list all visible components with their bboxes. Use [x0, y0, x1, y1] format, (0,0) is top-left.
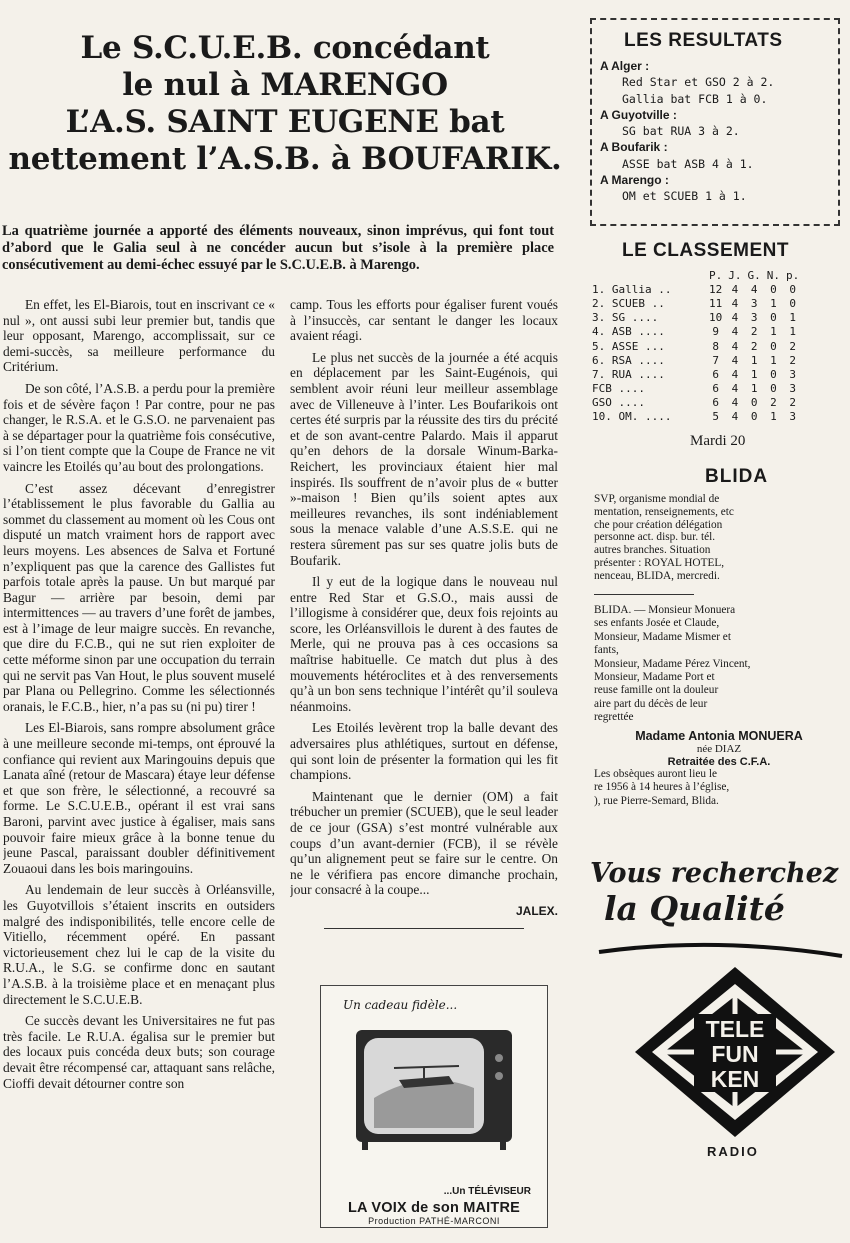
standings-cell: 2: [789, 396, 796, 410]
standings-cell: 5: [712, 410, 719, 424]
article-column-2: [290, 297, 558, 972]
standings-header: p.: [786, 268, 800, 282]
slogan-line-1: Vous recherchez: [590, 858, 839, 889]
standings-team: 7. RUA ....: [592, 367, 665, 381]
standings-cell: 3: [789, 367, 796, 381]
deceased-maiden-name: née DIAZ: [696, 743, 742, 756]
standings-team: 5. ASSE ...: [592, 339, 665, 353]
standings-cell: 1: [750, 353, 758, 367]
standings-cell: 6: [712, 396, 719, 410]
headline-line-1: Le S.C.U.E.B. concédant: [80, 30, 490, 66]
standings-cell: 3: [750, 311, 758, 325]
standings: [592, 240, 842, 424]
ad-line: présenter : ROYAL HOTEL,: [594, 556, 725, 569]
col1-paragraph-1: En effet, les El-Biarois, tout en inscrivant ce « nul », ont aussi subi leur premier but, tandis que leur opposant, Marengo, accomplissait, sur ce demi-succès, sa meilleure performance du Critérium.: [3, 297, 275, 375]
standings-cell: 0: [750, 396, 758, 410]
notice-line: ses enfants Josée et Claude,: [594, 617, 720, 630]
telefunken-logo: [630, 962, 840, 1142]
logo-text-tele: TELE: [705, 1016, 765, 1042]
ad-line: nenceau, BLIDA, mercredi.: [594, 569, 720, 582]
standings-cell: 4: [731, 367, 739, 381]
notice-line: Monsieur, Madame Pérez Vincent,: [594, 657, 751, 670]
standings-row: [592, 367, 802, 381]
standings-cell: 0: [770, 339, 777, 353]
standings-team: FCB ....: [592, 382, 645, 396]
notice-line: regrettée: [594, 711, 634, 724]
standings-cell: 1: [750, 367, 758, 381]
standings-cell: 2: [789, 339, 796, 353]
notice-line: re 1956 à 14 heures à l’église,: [594, 781, 730, 794]
standings-row: [592, 311, 802, 325]
television-illustration: [354, 1028, 514, 1150]
headline-line-2: le nul à MARENGO: [122, 67, 448, 103]
standings-cell: 3: [789, 382, 796, 396]
results-score: Gallia bat FCB 1 à 0.: [622, 91, 768, 106]
standings-cell: 6: [712, 382, 719, 396]
deceased-occupation: Retraitée des C.F.A.: [667, 755, 771, 768]
tv-ad-line-1: ...Un TÉLÉVISEUR: [443, 1186, 531, 1197]
col1-paragraph-4: Les El-Biarois, sans rompre absolument grâce à une meilleure seconde mi-temps, ont éprouvé la confiance qui revient aux Maringouins depuis que Lanata aîné (retour de Mascara) étaye leur défense et que son frère, le sélectionné, a recouvré sa forme. Le S.C.U.E.B., opérant il est vrai sans Baroni, parvint avec justice à égaliser, mais sans pouvoir faire mieux grâce à la bonne tenue du jeune Pascal, paraissant doubler définitivement Zouaoui dans les bois maringouins.: [3, 720, 275, 876]
notice-line: ), rue Pierre-Semard, Blida.: [594, 794, 719, 807]
standings-row: [592, 339, 802, 353]
headline-line-3: L’A.S. SAINT EUGENE bat: [65, 104, 505, 140]
standings-header: J.: [728, 268, 742, 282]
standings-cell: 0: [770, 382, 777, 396]
standings-cell: 1: [789, 311, 796, 325]
results-title: LES RESULTATS: [624, 30, 783, 51]
standings-row: [592, 382, 802, 396]
logo-text-ken: KEN: [710, 1066, 760, 1092]
standings-cell: 1: [789, 325, 796, 339]
standings-cell: 0: [750, 410, 758, 424]
deceased-name: Madame Antonia MONUERA: [635, 728, 803, 743]
standings-cell: 4: [731, 282, 739, 296]
standings-header: G.: [747, 268, 761, 282]
standings-cell: 8: [712, 339, 719, 353]
standings-header: P.: [709, 268, 723, 282]
standings-cell: 4: [731, 339, 739, 353]
standings-cell: 2: [750, 325, 758, 339]
col2-paragraph-2: Le plus net succès de la journée a été acquis en déplacement par les Saint-Eugénois, qui semblent avoir réuni leur meilleur assemblage avec de Villeneuve à l’inter. Les Boufarikois ont certes été surpris par la réussite des tirs du précité et de son avant-centre Palardo. Mais il apparut qu’en dehors de la dorsale Winum-Barka-Reichert, les provinciaux étaient hier mal inspirés. Ils souffrent de n’avoir plus de « butter »-maison ! Bien qu’ils soient aptes aux meilleures revanches, ils sont indéniablement sous la menace valable d’une A.S.S.E. qui ne restera sûrement pas sur ses quatre jolis buts de Boufarik.: [290, 349, 558, 568]
article-lead: La quatrième journée a apporté des éléments nouveaux, sinon imprévus, qui font tout d’abord que le Galia seul à ne concéder aucun but s’isole à la première place consécutivement au demi-échec essuyé par le S.C.U.E.B. à Marengo.: [2, 223, 554, 273]
slogan-line-2: la Qualité: [604, 889, 785, 928]
notice-line: fants,: [594, 644, 619, 657]
standings-cell: 4: [731, 325, 739, 339]
standings-cell: 9: [712, 325, 719, 339]
blida-section-title: BLIDA: [705, 466, 769, 487]
results-list: [600, 58, 838, 205]
radio-label: RADIO: [707, 1144, 759, 1159]
results-score: ASSE bat ASB 4 à 1.: [622, 156, 754, 171]
standings-row: [592, 353, 802, 367]
standings-team: 2. SCUEB ..: [592, 296, 665, 310]
tv-ad-production: Production PATHÉ-MARCONI: [368, 1216, 500, 1226]
standings-cell: 0: [770, 282, 777, 296]
standings-cell: 1: [770, 410, 777, 424]
notice-line: Les obsèques auront lieu le: [594, 768, 717, 781]
standings-cell: 2: [789, 353, 796, 367]
standings-cell: 0: [770, 367, 777, 381]
edition-date: Mardi 20: [690, 433, 746, 449]
logo-text-fun: FUN: [711, 1041, 759, 1067]
results-score: Red Star et GSO 2 à 2.: [622, 75, 775, 90]
standings-cell: 0: [789, 296, 796, 310]
col1-paragraph-5: Au lendemain de leur succès à Orléansville, les Guyotvillois s’étaient inscrits en outsiders malgré des indisponibilités, telle encore celle de Vitiello, récemment opéré. En passant victorieusement chez lui le cap de la visite du R.U.A., le S.G. se confirme donc en sautant l’A.S.B. à la troisième place et en menaçant plus directement le S.C.U.E.B.: [3, 882, 275, 1007]
standings-cell: 1: [770, 353, 777, 367]
results-box: [590, 18, 840, 226]
article-headline: [0, 30, 570, 178]
standings-table: [592, 268, 802, 424]
results-score: OM et SCUEB 1 à 1.: [622, 189, 747, 204]
standings-row: [592, 396, 802, 410]
notice-line: reuse famille ont la douleur: [594, 684, 719, 697]
standings-cell: 1: [770, 325, 777, 339]
standings-team: GSO ....: [592, 396, 645, 410]
ad-line: mentation, renseignements, etc: [594, 505, 734, 518]
standings-header: N.: [766, 268, 780, 282]
ad-line: SVP, organisme mondial de: [594, 493, 720, 505]
tv-ad-tagline: Un cadeau fidèle...: [343, 998, 458, 1012]
standings-row: [592, 325, 802, 339]
standings-team: 1. Gallia ..: [592, 282, 672, 296]
death-notice: [594, 604, 844, 808]
standings-title: LE CLASSEMENT: [622, 240, 789, 261]
tv-ad-brand: LA VOIX de son MAITRE: [347, 1200, 521, 1216]
standings-cell: 2: [750, 339, 758, 353]
headline-line-4: nettement l’A.S.B. à BOUFARIK.: [8, 141, 562, 177]
col1-paragraph-6: Ce succès devant les Universitaires ne fut pas très facile. Le R.U.A. égalisa sur le premier but des locaux puis concéda deux buts; son courage devait être récompensé car, attaquant sans relâche, Cioffi devait détourner contre son: [3, 1013, 275, 1091]
notice-line: Monsieur, Madame Port et: [594, 671, 715, 684]
ad-line: personne act. disp. bur. tél.: [594, 531, 716, 544]
results-city: A Alger :: [600, 59, 650, 73]
standings-team: 6. RSA ....: [592, 353, 665, 367]
standings-cell: 7: [712, 353, 719, 367]
standings-cell: 1: [750, 382, 758, 396]
swoosh-underline: [594, 934, 844, 964]
standings-cell: 4: [731, 382, 739, 396]
standings-header-row: [592, 268, 802, 282]
television-ad: [320, 985, 548, 1228]
standings-header-team: [592, 268, 706, 282]
standings-row: [592, 410, 802, 424]
standings-team: 4. ASB ....: [592, 325, 665, 339]
telefunken-slogan: [590, 858, 840, 928]
standings-cell: 3: [789, 410, 796, 424]
standings-cell: 4: [731, 296, 739, 310]
standings-cell: 3: [750, 296, 758, 310]
signature-rule: [324, 928, 524, 929]
standings-row: [592, 282, 802, 296]
standings-cell: 2: [770, 396, 777, 410]
results-city: A Boufarik :: [600, 140, 668, 155]
results-city: A Guyotville :: [600, 107, 677, 122]
standings-cell: 10: [709, 311, 723, 325]
standings-row: [592, 296, 802, 310]
notice-line: Monsieur, Madame Mismer et: [594, 630, 731, 643]
ad-line: autres branches. Situation: [594, 544, 711, 557]
col2-paragraph-3: Il y eut de la logique dans le nouveau nul entre Red Star et G.S.O., mais aussi de l’illogisme à considérer que, deux fois rejoints au score, les Orléansvillois le durent à des fautes de Merle, qui ne prouva pas à ces occasions sa maîtrise habituelle. Ce match dut plus à des mouvements hétéroclites et à des renversements qu’à un bon sens technique l’intérêt qu’il souleva néanmoins.: [290, 574, 558, 714]
standings-cell: 12: [709, 282, 723, 296]
standings-cell: 11: [709, 296, 723, 310]
article-column-1: [3, 297, 275, 1232]
ad-line: che pour création délégation: [594, 518, 723, 531]
standings-team: 3. SG ....: [592, 311, 659, 325]
results-score: SG bat RUA 3 à 2.: [622, 124, 740, 139]
standings-cell: 4: [731, 311, 739, 325]
standings-team: 10. OM. ....: [592, 410, 672, 424]
results-city: A Marengo :: [600, 173, 669, 188]
standings-cell: 4: [731, 396, 739, 410]
col2-paragraph-1: camp. Tous les efforts pour égaliser furent voués à l’insuccès, car sentant le danger les locaux avaient réagi.: [290, 297, 558, 344]
standings-cell: 0: [770, 311, 777, 325]
section-rule: [594, 594, 694, 595]
col1-paragraph-2: De son côté, l’A.S.B. a perdu pour la première fois et de sévère façon ! Par contre, pour ne pas changer, le R.S.A. et le G.S.O. ne parvenaient pas à se départager pour la quatrième fois consécutive, si l’on tient compte que la Coupe de France ne vit vaincre les Etoilés qu’au bout des prolongations.: [3, 380, 275, 474]
col1-paragraph-3: C’est assez décevant d’enregistrer l’établissement le plus favorable du Gallia au sommet du classement au moment où les Cous ont disputé un match vraiment hors de rapport avec leurs moyens. Les absences de Salva et Fortuné n’expliquent pas que la carence des Gallistes fut parfois totale après la pause. Un but marqué par Bagur — arrière par besoin, demi par intermittences — au travers d’une forêt de jambes, est à l’image de leur maigre succès. En revanche, que dire du F.C.B., qui ne sut rien exploiter de cette méforme sinon par une occupation du terrain qui ne servit pas Van Hout, le plus souvent muselé par Plana ou Pellegrino. Comme les sélectionnés oranais, le F.C.B., hier, n’a pas su (ni pu) tirer !: [3, 480, 275, 714]
notice-line: aire part du décès de leur: [594, 697, 708, 710]
standings-cell: 0: [789, 282, 796, 296]
standings-cell: 6: [712, 367, 719, 381]
col2-paragraph-5: Maintenant que le dernier (OM) a fait trébucher un premier (SCUEB), que le seul leader de ce jour (GSA) s’est montré vulnérable aux coups d’un avant-dernier (FCB), il se révèle qu’un alignement peut se faire sur le centre. On ne le vérifiera pas encore dimanche prochain, jour consacré à la coupe...: [290, 788, 558, 898]
standings-cell: 4: [731, 410, 739, 424]
col2-paragraph-4: Les Etoilés levèrent trop la balle devant des adversaires plus athlétiques, surtout en défense, qui sont loin de présenter la formation qui les fit champions.: [290, 720, 558, 783]
standings-cell: 4: [731, 353, 739, 367]
notice-line: BLIDA. — Monsieur Monuera: [594, 604, 736, 616]
classified-ad: [594, 493, 844, 583]
article-signature: JALEX.: [515, 903, 558, 918]
standings-cell: 4: [750, 282, 758, 296]
standings-cell: 1: [770, 296, 777, 310]
